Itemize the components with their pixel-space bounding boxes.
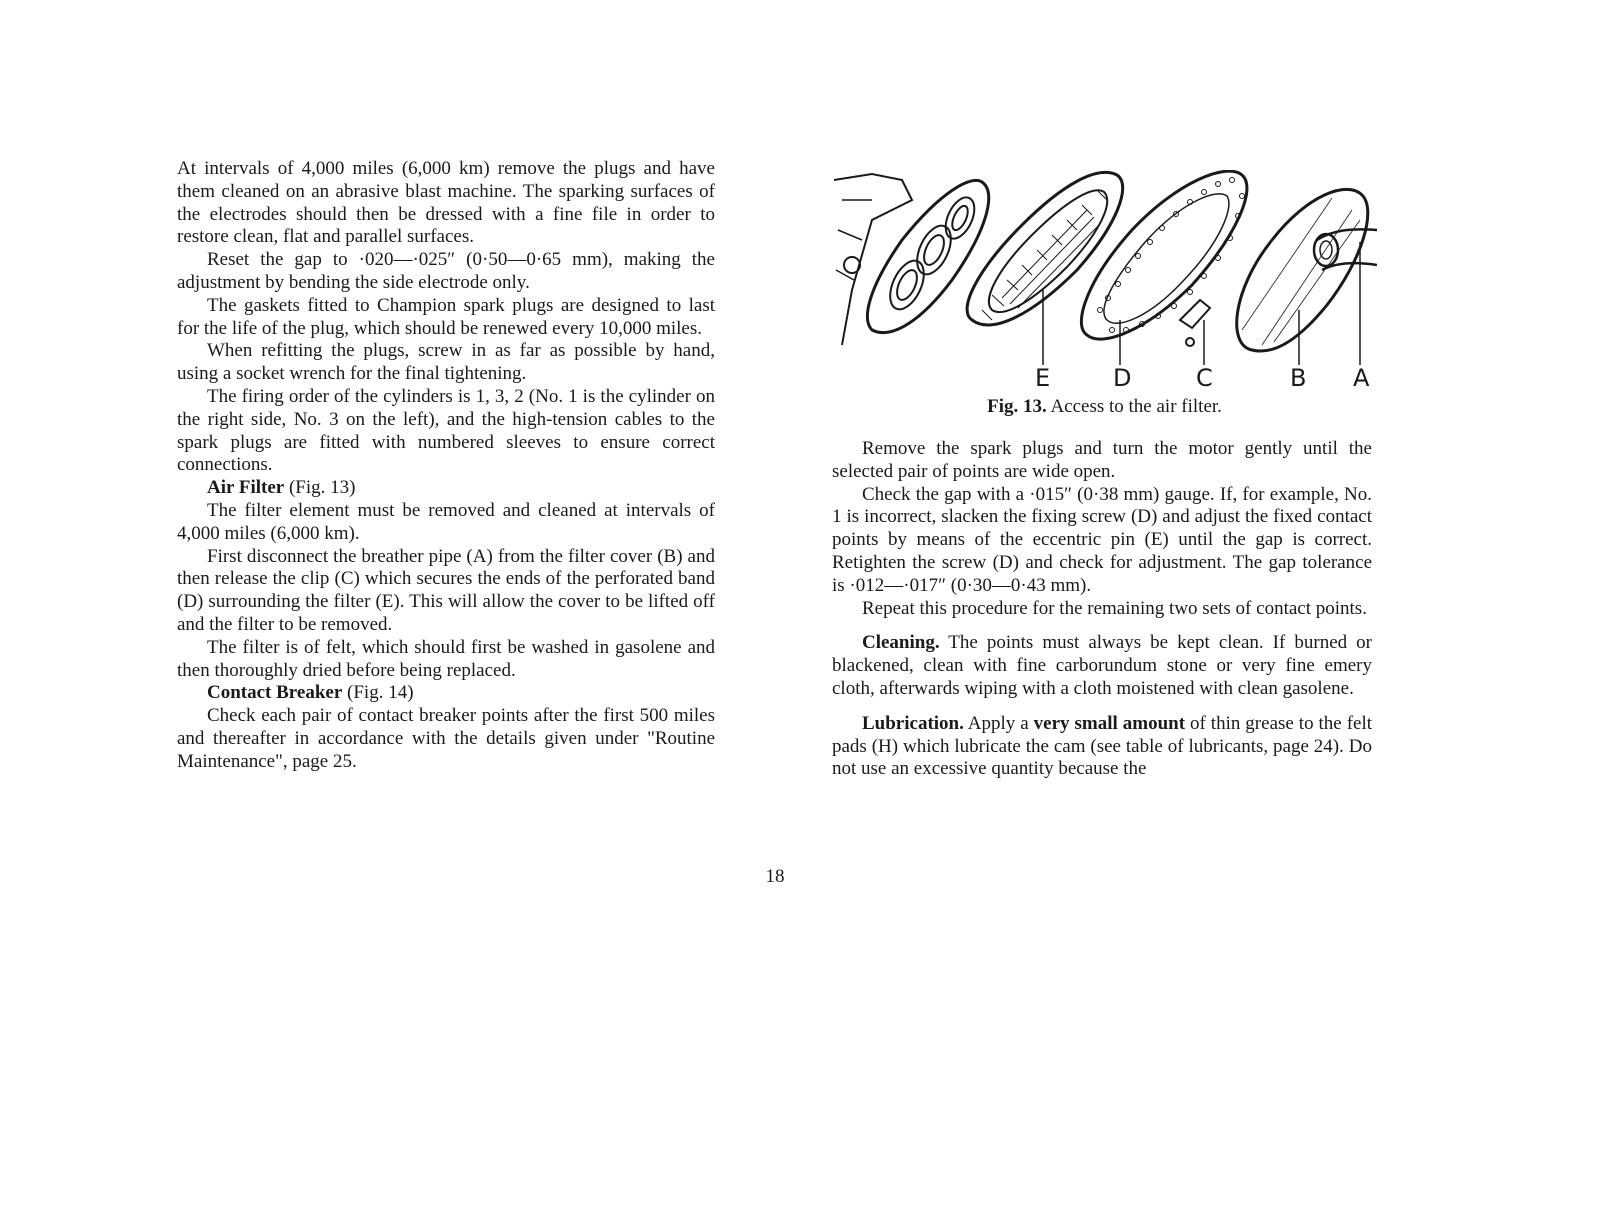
paragraph-repeat: Repeat this procedure for the remaining two sets of contact points.: [862, 597, 1367, 619]
paragraph-firing-order: The firing order of the cylinders is 1, 3, 2 (No. 1 is the cylinder on the right side, No. 3 on the left), and the high-tension cables to the spark plugs are fitted with numbered sleeves to ensure correct connections.: [177, 385, 715, 476]
figure-caption-text: Access to the air filter.: [1050, 396, 1222, 417]
page-number: 18: [765, 866, 785, 887]
contact-breaker-fig-ref: (Fig. 14): [347, 682, 414, 704]
cleaning-text: The points must always be kept clean. If burned or blackened, clean with fine carborundum stone or very fine emery cloth, afterwards wiping with a cloth moistened with clean gasolene.: [832, 632, 1372, 699]
air-filter-title: Air Filter: [207, 477, 285, 499]
paragraph-contact-check: Check each pair of contact breaker points after the first 500 miles and thereafter in accordance with the details given under "Routine Maintenance", page 25.: [177, 705, 715, 772]
lubrication-label: Lubrication.: [862, 712, 964, 734]
label-a: A: [1353, 364, 1370, 392]
label-c: C: [1196, 364, 1213, 392]
contact-breaker-heading: [177, 682, 715, 705]
paragraph-filter-interval: The filter element must be removed and cleaned at intervals of 4,000 miles (6,000 km).: [177, 499, 715, 544]
paragraph-cleaning: [832, 632, 1372, 700]
lubrication-emphasis: very small amount: [1033, 712, 1186, 734]
paragraph-plug-gap: Reset the gap to ·020—·025″ (0·50—0·65 mm), making the adjustment by bending the side electrode only.: [177, 249, 715, 293]
left-column: [177, 158, 715, 774]
label-e: E: [1035, 364, 1051, 392]
figure-caption: [832, 396, 1377, 418]
label-d: D: [1113, 364, 1132, 392]
paragraph-check-gap: Check the gap with a ·015″ (0·38 mm) gauge. If, for example, No. 1 is incorrect, slacken the fixing screw (D) and adjust the fixed contact points by means of the eccentric pin (E) until the gap is correct. Retighten the screw (D) and check for adjustment. The gap tolerance is ·012—·017″ (0·30—0·43 mm).: [832, 483, 1372, 596]
right-column: [832, 438, 1372, 781]
figure-number: Fig. 13.: [987, 396, 1047, 417]
lubrication-text-1: Apply a: [967, 712, 1029, 734]
air-filter-exploded-view: [832, 170, 1377, 370]
air-filter-fig-ref: (Fig. 13): [288, 477, 356, 499]
cleaning-label: Cleaning.: [862, 632, 940, 654]
paragraph-gaskets: The gaskets fitted to Champion spark plugs are designed to last for the life of the plug, which should be renewed every 10,000 miles.: [177, 294, 715, 339]
paragraph-filter-removal: First disconnect the breather pipe (A) from the filter cover (B) and then release the clip (C) which secures the ends of the perforated band (D) surrounding the filter (E). This will allow the cover to be lifted off and the filter to be removed.: [177, 545, 715, 635]
lubrication-text-2: of thin grease to the felt pads (H) which lubricate the cam (see table of lubricants, page 24). Do not use an excessive quantity because the: [832, 712, 1373, 780]
air-filter-heading: [177, 477, 715, 500]
contact-breaker-title: Contact Breaker: [207, 682, 343, 704]
paragraph-plug-cleaning: At intervals of 4,000 miles (6,000 km) remove the plugs and have them cleaned on an abrasive blast machine. The sparking surfaces of the electrodes should then be dressed with a fine file in order to restore clean, flat and parallel surfaces.: [177, 158, 715, 248]
paragraph-remove-plugs: Remove the spark plugs and turn the motor gently until the selected pair of points are wide open.: [832, 438, 1372, 482]
label-b: B: [1290, 364, 1307, 392]
paragraph-filter-washing: The filter is of felt, which should first be washed in gasolene and then thoroughly dried before being replaced.: [177, 636, 715, 681]
figure-labels: [832, 364, 1377, 392]
paragraph-lubrication: [832, 713, 1372, 781]
air-filter-illustration: [832, 170, 1377, 370]
paragraph-refitting: When refitting the plugs, screw in as far as possible by hand, using a socket wrench for the final tightening.: [177, 340, 715, 385]
